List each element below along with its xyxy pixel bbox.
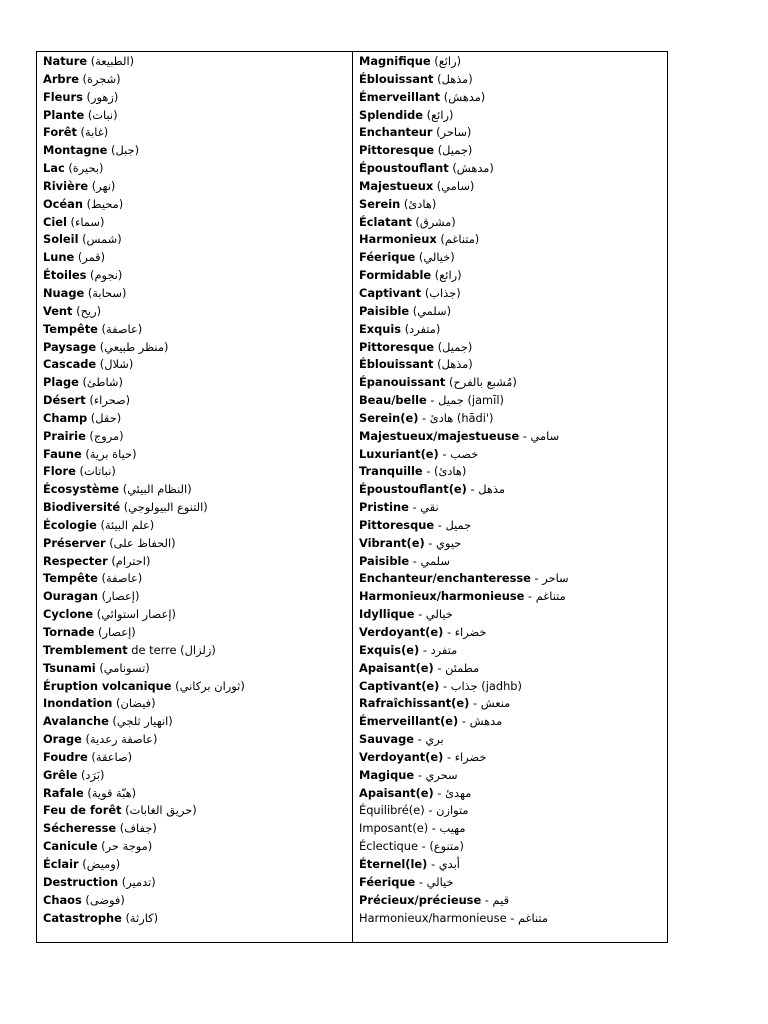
vocab-entry (43, 767, 352, 785)
french-word: Épanouissant (359, 375, 446, 390)
french-word: Serein(e) (359, 410, 419, 425)
vocab-entry (359, 892, 667, 910)
arabic-translation: - متناغم (524, 589, 566, 604)
vocabulary-table (36, 51, 668, 943)
vocab-entry (359, 588, 667, 606)
french-word: Éblouissant (359, 71, 434, 86)
vocab-entry (359, 802, 667, 820)
arabic-translation: (صحراء) (85, 393, 131, 408)
french-word: Éclectique (359, 839, 418, 854)
arabic-translation: (زهور) (82, 89, 119, 104)
french-word: Paysage (43, 339, 97, 354)
arabic-translation: - خيالي (414, 607, 453, 622)
vocab-entry (43, 678, 352, 696)
arabic-translation: - منعش (469, 696, 511, 711)
vocab-entry (43, 588, 352, 606)
arabic-translation: (الطبيعة) (87, 54, 135, 68)
french-word: Idyllique (359, 607, 415, 622)
vocab-entry (359, 481, 667, 499)
french-word: Captivant(e) (359, 678, 440, 693)
french-word: Cyclone (43, 607, 94, 622)
french-word: Flore (43, 464, 76, 479)
french-word: Plante (43, 107, 85, 122)
french-word: Vibrant(e) (359, 535, 425, 550)
french-word: Exquis (359, 321, 402, 336)
vocab-entry (43, 339, 352, 357)
french-word: Faune (43, 446, 82, 461)
arabic-translation: (نجوم) (86, 268, 123, 283)
french-word: Précieux/précieuse (359, 892, 482, 907)
vocab-entry (43, 785, 352, 803)
french-word: Catastrophe (43, 910, 122, 925)
arabic-translation: (النظام البيئي) (119, 482, 192, 497)
vocab-entry (43, 160, 352, 178)
arabic-translation: - متفرد (419, 642, 458, 657)
vocab-entry (359, 463, 667, 481)
vocab-entry (359, 624, 667, 642)
vocab-entry (359, 874, 667, 892)
vocab-entry (43, 196, 352, 214)
vocab-entry (43, 374, 352, 392)
arabic-translation: - خضراء (443, 625, 487, 639)
vocab-entry (359, 838, 667, 856)
arabic-translation: - مهدئ (433, 785, 472, 800)
arabic-translation: (ساحر) (432, 125, 472, 140)
arabic-translation: (شاطئ) (78, 375, 123, 390)
vocab-entry (43, 499, 352, 517)
arabic-translation: - مدهش (458, 714, 503, 729)
arabic-translation: - جميل (434, 517, 472, 532)
french-word: Époustouflant (359, 161, 449, 176)
vocab-entry (43, 231, 352, 249)
vocab-entry (43, 910, 352, 928)
arabic-translation: (رائع) (431, 268, 462, 283)
french-word: Cascade (43, 357, 97, 372)
vocab-entry (43, 517, 352, 535)
arabic-translation: (رائع) (423, 107, 454, 122)
french-word: Prairie (43, 428, 86, 443)
vocab-entry (43, 481, 352, 499)
vocab-entry (43, 874, 352, 892)
french-word: Océan (43, 196, 83, 211)
arabic-translation: (جبل) (107, 143, 140, 158)
vocab-entry (359, 107, 667, 125)
vocab-entry (43, 553, 352, 571)
arabic-translation: (ريح) (72, 303, 102, 318)
adjectives-column (353, 52, 667, 942)
arabic-translation: (ثوران بركاني) (171, 678, 245, 693)
arabic-translation: (نباتات) (75, 464, 116, 479)
vocab-entry (359, 214, 667, 232)
french-word: Montagne (43, 143, 108, 158)
vocab-entry (43, 410, 352, 428)
arabic-translation: (مدهش) (448, 161, 494, 176)
vocab-entry (43, 249, 352, 267)
arabic-translation: (شجرة) (78, 71, 121, 86)
vocab-entry (43, 392, 352, 410)
french-word: Écosystème (43, 482, 120, 497)
vocab-entry (359, 731, 667, 749)
arabic-translation: (جميل) (434, 143, 473, 158)
vocab-entry (43, 856, 352, 874)
vocab-entry (43, 321, 352, 339)
french-word: Chaos (43, 892, 82, 907)
french-word: Tsunami (43, 660, 96, 675)
arabic-translation: - مهيب (428, 821, 466, 836)
vocab-entry (359, 856, 667, 874)
arabic-translation: (بَرَد) (77, 767, 105, 782)
arabic-translation: (جذاب) (421, 285, 461, 300)
vocab-entry (43, 892, 352, 910)
french-word: Serein (359, 196, 401, 211)
arabic-translation: (مذهل) (433, 357, 473, 372)
vocab-entry (43, 285, 352, 303)
vocab-entry (359, 124, 667, 142)
arabic-translation: (عاصفة) (97, 571, 143, 586)
arabic-translation: (قمر) (74, 250, 106, 265)
arabic-translation: (فيضان) (112, 696, 156, 711)
french-word: Émerveillant (359, 89, 441, 104)
arabic-translation: (مُشبع بالفرح) (445, 375, 517, 390)
french-word: Enchanteur (359, 125, 433, 140)
vocab-entry (359, 785, 667, 803)
arabic-translation: - جميل (jamīl) (426, 393, 504, 408)
french-word: Apaisant(e) (359, 785, 434, 800)
arabic-translation: (سماء) (66, 214, 105, 229)
arabic-translation: (مشرق) (411, 214, 456, 229)
arabic-translation: (منظر طبيعي) (96, 339, 169, 354)
vocab-entry (359, 53, 667, 71)
arabic-translation: - سامي (519, 428, 560, 443)
vocab-entry (359, 321, 667, 339)
french-word: Époustouflant(e) (359, 482, 467, 497)
vocab-entry (359, 285, 667, 303)
arabic-translation: - ساحر (530, 571, 569, 586)
arabic-translation: (هبّة قوية) (83, 785, 137, 800)
vocab-entry (359, 820, 667, 838)
arabic-translation: (الحفاظ على) (105, 535, 176, 550)
vocab-entry (359, 910, 667, 928)
french-word: Avalanche (43, 714, 109, 729)
vocab-entry (359, 642, 667, 660)
vocab-entry (359, 553, 667, 571)
french-word: Luxuriant(e) (359, 446, 439, 461)
arabic-translation: (محيط) (82, 196, 124, 211)
vocab-entry (43, 820, 352, 838)
french-word: Tornade (43, 625, 95, 639)
arabic-translation: (سلمي) (409, 303, 452, 318)
arabic-translation: (شمس) (78, 232, 122, 247)
french-word: Canicule (43, 839, 98, 854)
vocab-entry (359, 428, 667, 446)
arabic-translation: - (هادئ) (422, 464, 467, 479)
vocab-entry (359, 660, 667, 678)
french-word: Magnifique (359, 54, 431, 68)
vocab-entry (43, 838, 352, 856)
vocab-entry (359, 695, 667, 713)
french-word: Éruption volcanique (43, 678, 172, 693)
french-word: Apaisant(e) (359, 660, 434, 675)
french-word: Pittoresque (359, 143, 435, 158)
french-word: Exquis(e) (359, 642, 420, 657)
vocab-entry (359, 356, 667, 374)
vocab-entry (359, 446, 667, 464)
arabic-translation: - بري (414, 732, 444, 747)
french-word: Écologie (43, 517, 97, 532)
vocab-entry (43, 606, 352, 624)
french-word: Préserver (43, 535, 106, 550)
arabic-translation: - هادئ (hādi') (418, 410, 494, 425)
arabic-translation: (عاصفة رعدية) (81, 732, 158, 747)
nature-nouns-column (37, 52, 353, 942)
vocab-entry (43, 695, 352, 713)
french-word: Lac (43, 161, 65, 176)
vocab-entry (43, 660, 352, 678)
french-word: Étoiles (43, 268, 87, 283)
vocab-entry (359, 570, 667, 588)
vocab-entry (43, 303, 352, 321)
vocab-entry (359, 196, 667, 214)
french-word: Lune (43, 250, 75, 265)
vocab-entry (43, 624, 352, 642)
french-word: Nuage (43, 285, 85, 300)
arabic-translation: (هادئ) (400, 196, 437, 211)
french-word: Formidable (359, 268, 432, 283)
vocab-entry (359, 71, 667, 89)
french-word: Paisible (359, 303, 410, 318)
vocab-entry (43, 89, 352, 107)
vocab-entry (359, 142, 667, 160)
french-word: Pittoresque (359, 339, 435, 354)
vocab-entry (43, 802, 352, 820)
french-word: Inondation (43, 696, 113, 711)
vocab-entry (359, 339, 667, 357)
french-word: Émerveillant(e) (359, 714, 459, 729)
arabic-translation: (جفاف) (116, 821, 157, 836)
vocab-entry (43, 142, 352, 160)
arabic-translation: (إعصار) (94, 625, 136, 639)
french-word: Éblouissant (359, 357, 434, 372)
arabic-translation: (وميض) (78, 856, 121, 871)
french-word: Désert (43, 393, 86, 408)
arabic-translation: (سامي) (433, 178, 475, 193)
arabic-translation: - قيم (481, 892, 510, 907)
arabic-translation: (فوضى) (81, 892, 125, 907)
vocab-entry (359, 749, 667, 767)
french-word: Tempête (43, 571, 98, 586)
arabic-translation: - سلمي (409, 553, 450, 568)
french-word: Tranquille (359, 464, 423, 479)
french-word: Tempête (43, 321, 98, 336)
vocab-entry (359, 303, 667, 321)
french-word: Paisible (359, 553, 410, 568)
french-word: Arbre (43, 71, 79, 86)
vocab-entry (43, 71, 352, 89)
vocab-entry (359, 410, 667, 428)
french-word: Sécheresse (43, 821, 117, 836)
arabic-translation: (نهر) (88, 178, 116, 193)
french-word: Champ (43, 410, 88, 425)
french-word: Respecter (43, 553, 108, 568)
arabic-translation: (صاعقة) (87, 749, 133, 764)
vocab-entry (43, 463, 352, 481)
vocab-entry (359, 267, 667, 285)
french-word: Rafale (43, 785, 84, 800)
vocab-entry (359, 713, 667, 731)
arabic-translation: - نقي (408, 500, 439, 515)
vocab-entry (43, 214, 352, 232)
arabic-translation: - سحري (414, 767, 458, 782)
arabic-translation: - خضراء (443, 749, 487, 764)
french-word: Feu de forêt (43, 803, 122, 818)
french-word: Soleil (43, 232, 79, 247)
vocab-entry (43, 570, 352, 588)
french-word: Forêt (43, 125, 77, 140)
arabic-translation: (التنوع البيولوجي) (120, 500, 208, 515)
french-word: Féerique (359, 250, 416, 265)
vocab-entry (43, 642, 352, 660)
french-word: Sauvage (359, 732, 414, 747)
french-word: Majestueux/majestueuse (359, 428, 520, 443)
vocab-entry (43, 356, 352, 374)
french-word: Verdoyant(e) (359, 625, 444, 639)
arabic-translation: (حياة برية) (81, 446, 137, 461)
arabic-translation: (إعصار) (98, 589, 140, 604)
french-word: Fleurs (43, 89, 83, 104)
vocab-entry (43, 446, 352, 464)
french-word: Enchanteur/enchanteresse (359, 571, 531, 586)
arabic-translation: (كارثة) (121, 910, 159, 925)
french-word: Biodiversité (43, 500, 121, 515)
arabic-translation: (جميل) (434, 339, 473, 354)
arabic-translation: (غابة) (76, 125, 109, 140)
arabic-translation: - حيوي (424, 535, 462, 550)
french-word: Vent (43, 303, 73, 318)
french-word: Beau/belle (359, 393, 427, 408)
french-word: Équilibré(e) (359, 803, 425, 818)
arabic-translation: - متوازن (424, 803, 469, 818)
french-word: Harmonieux/harmonieuse (359, 910, 507, 925)
arabic-translation: - مذهل (466, 482, 505, 497)
french-word: Nature (43, 54, 88, 68)
french-word: Féerique (359, 874, 416, 889)
french-word: Ciel (43, 214, 67, 229)
vocab-entry (359, 178, 667, 196)
vocab-entry (359, 517, 667, 535)
french-word: Splendide (359, 107, 424, 122)
vocab-entry (359, 160, 667, 178)
vocab-entry (359, 374, 667, 392)
arabic-translation: - خصب (438, 446, 479, 461)
vocab-entry (43, 53, 352, 71)
french-word: Grêle (43, 767, 78, 782)
arabic-translation: (انهيار ثلجي) (108, 714, 173, 729)
arabic-translation: (حريق الغابات) (121, 803, 197, 818)
french-word: Ouragan (43, 589, 99, 604)
vocab-entry (43, 428, 352, 446)
french-word: Harmonieux (359, 232, 437, 247)
vocab-entry (359, 535, 667, 553)
vocab-entry (43, 124, 352, 142)
arabic-translation: (إعصار استوائي) (93, 607, 176, 622)
french-word: Éclatant (359, 214, 412, 229)
vocab-entry (43, 178, 352, 196)
arabic-translation: - جذاب (jadhb) (439, 678, 522, 693)
arabic-translation: (خيالي) (415, 250, 455, 265)
french-word: Majestueux (359, 178, 434, 193)
french-word: Foudre (43, 749, 88, 764)
french-word: Verdoyant(e) (359, 749, 444, 764)
french-word: Harmonieux/harmonieuse (359, 589, 525, 604)
arabic-translation: (حقل) (87, 410, 122, 425)
arabic-translation: (موجة حر) (97, 839, 153, 854)
arabic-translation: (علم البيئة) (96, 517, 155, 532)
arabic-translation: (بحيرة) (64, 161, 104, 176)
arabic-translation: - أبدي (427, 856, 460, 871)
arabic-translation: (نبات) (84, 107, 118, 122)
arabic-translation: (متفرد) (401, 321, 441, 336)
french-word: Destruction (43, 874, 119, 889)
french-word: Imposant(e) (359, 821, 429, 836)
french-word: Orage (43, 732, 82, 747)
arabic-translation: - مطمئن (433, 660, 480, 675)
arabic-translation: de terre (زلزال) (127, 642, 216, 657)
vocab-entry (359, 249, 667, 267)
vocab-entry (359, 392, 667, 410)
arabic-translation: (مذهل) (433, 71, 473, 86)
arabic-translation: (سحابة) (84, 285, 127, 300)
french-word: Pristine (359, 500, 409, 515)
vocab-entry (359, 499, 667, 517)
arabic-translation: (تدمير) (118, 874, 156, 889)
arabic-translation: (عاصفة) (97, 321, 143, 336)
vocab-entry (43, 267, 352, 285)
arabic-translation: (شلال) (96, 357, 134, 372)
arabic-translation: - (متنوع) (417, 839, 464, 854)
french-word: Rafraîchissant(e) (359, 696, 470, 711)
vocab-entry (43, 535, 352, 553)
french-word: Captivant (359, 285, 422, 300)
arabic-translation: (مدهش) (440, 89, 486, 104)
vocab-entry (43, 731, 352, 749)
french-word: Éclair (43, 856, 79, 871)
arabic-translation: (تسونامي) (95, 660, 150, 675)
french-word: Plage (43, 375, 79, 390)
vocab-entry (359, 89, 667, 107)
french-word: Magique (359, 767, 415, 782)
arabic-translation: (مروج) (85, 428, 124, 443)
arabic-translation: - متناغم (506, 910, 548, 925)
french-word: Pittoresque (359, 517, 435, 532)
vocab-entry (43, 713, 352, 731)
french-word: Éternel(le) (359, 856, 428, 871)
vocab-entry (43, 749, 352, 767)
french-word: Tremblement (43, 642, 128, 657)
arabic-translation: (احترام) (107, 553, 151, 568)
arabic-translation: (متناغم) (436, 232, 480, 247)
french-word: Rivière (43, 178, 89, 193)
vocab-entry (359, 231, 667, 249)
vocab-entry (359, 678, 667, 696)
arabic-translation: (رائع) (430, 54, 462, 68)
arabic-translation: - خيالي (415, 874, 454, 889)
vocab-entry (359, 767, 667, 785)
vocab-entry (43, 107, 352, 125)
vocab-entry (359, 606, 667, 624)
